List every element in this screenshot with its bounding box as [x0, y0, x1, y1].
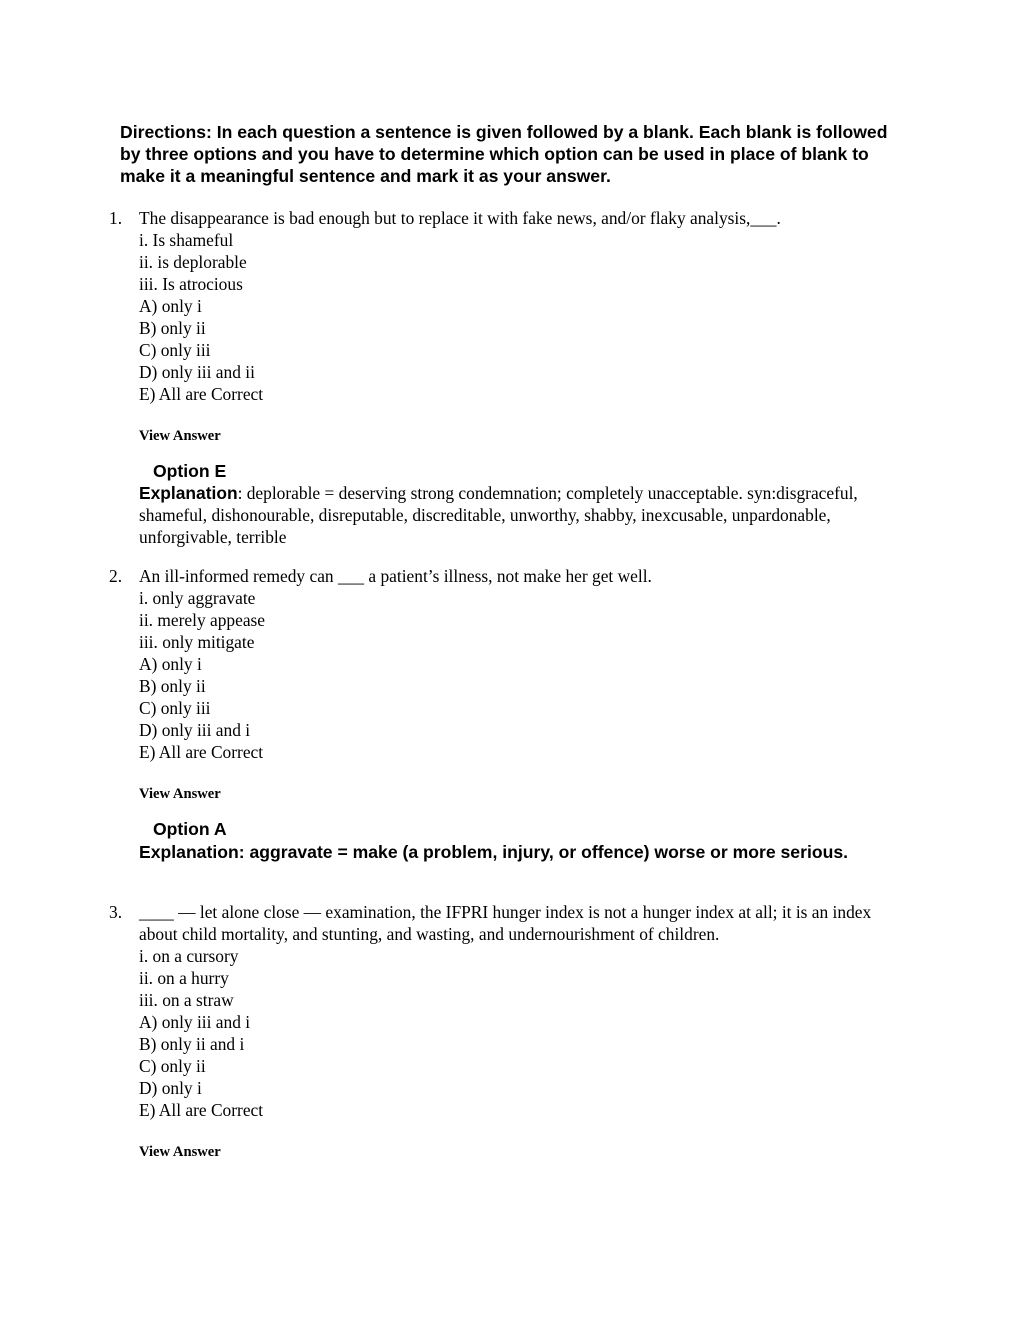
option-item: i. only aggravate: [139, 588, 256, 608]
option-item: iii. only mitigate: [139, 632, 255, 652]
choice-item: A) only iii and i: [139, 1012, 251, 1032]
option-item: i. on a cursory: [139, 946, 239, 966]
answer-explanation: [139, 482, 899, 548]
explanation-label: Explanation: aggravate = make (a problem, injury, or offence) worse or more serious.: [139, 842, 848, 862]
view-answer-link[interactable]: View Answer: [139, 786, 221, 802]
question-text: An ill-informed remedy can ___ a patient’s illness, not make her get well.: [139, 566, 652, 586]
question-number: 2.: [109, 566, 123, 586]
option-item: ii. is deplorable: [139, 252, 247, 272]
choice-item: C) only iii: [139, 340, 211, 360]
answer-explanation: [139, 841, 899, 863]
view-answer-link[interactable]: View Answer: [139, 428, 221, 444]
answer-option: Option E: [153, 461, 227, 481]
choice-item: D) only i: [139, 1078, 202, 1098]
choice-item: A) only i: [139, 654, 202, 674]
choice-item: E) All are Correct: [139, 384, 264, 404]
option-item: i. Is shameful: [139, 230, 234, 250]
question-text: ____ — let alone close — examination, the IFPRI hunger index is not a hunger index at all; it is an index about child mortality, and stunting, and wasting, and undernourishment of children.: [139, 902, 872, 944]
choice-item: B) only ii: [139, 318, 206, 338]
view-answer-link[interactable]: View Answer: [139, 1144, 221, 1160]
choice-item: B) only ii: [139, 676, 206, 696]
choice-item: C) only ii: [139, 1056, 206, 1076]
choice-item: B) only ii and i: [139, 1034, 245, 1054]
option-item: ii. merely appease: [139, 610, 266, 630]
explanation-text: : deplorable = deserving strong condemnation; completely unacceptable. syn:disgraceful, shameful, dishonourable, disreputable, discreditable, unworthy, shabby, inexcusable, unpardonable, unforgivable, terrible: [139, 483, 858, 547]
answer-option: Option A: [153, 819, 227, 839]
directions-text: Directions: In each question a sentence is given followed by a blank. Each blank is followed by three options and you have to determine which option can be used in place of blank to make it a meaningful sentence and mark it as your answer.: [120, 122, 888, 186]
choice-item: D) only iii and ii: [139, 362, 255, 382]
option-item: ii. on a hurry: [139, 968, 229, 988]
choice-item: E) All are Correct: [139, 742, 264, 762]
explanation-label: Explanation: [139, 483, 238, 503]
option-item: iii. on a straw: [139, 990, 234, 1010]
option-item: iii. Is atrocious: [139, 274, 243, 294]
question-number: 3.: [109, 902, 123, 922]
choice-item: E) All are Correct: [139, 1100, 264, 1120]
question-number: 1.: [109, 208, 123, 228]
choice-item: C) only iii: [139, 698, 211, 718]
choice-item: D) only iii and i: [139, 720, 251, 740]
choice-item: A) only i: [139, 296, 202, 316]
question-text: The disappearance is bad enough but to replace it with fake news, and/or flaky analysis,___.: [139, 208, 781, 228]
